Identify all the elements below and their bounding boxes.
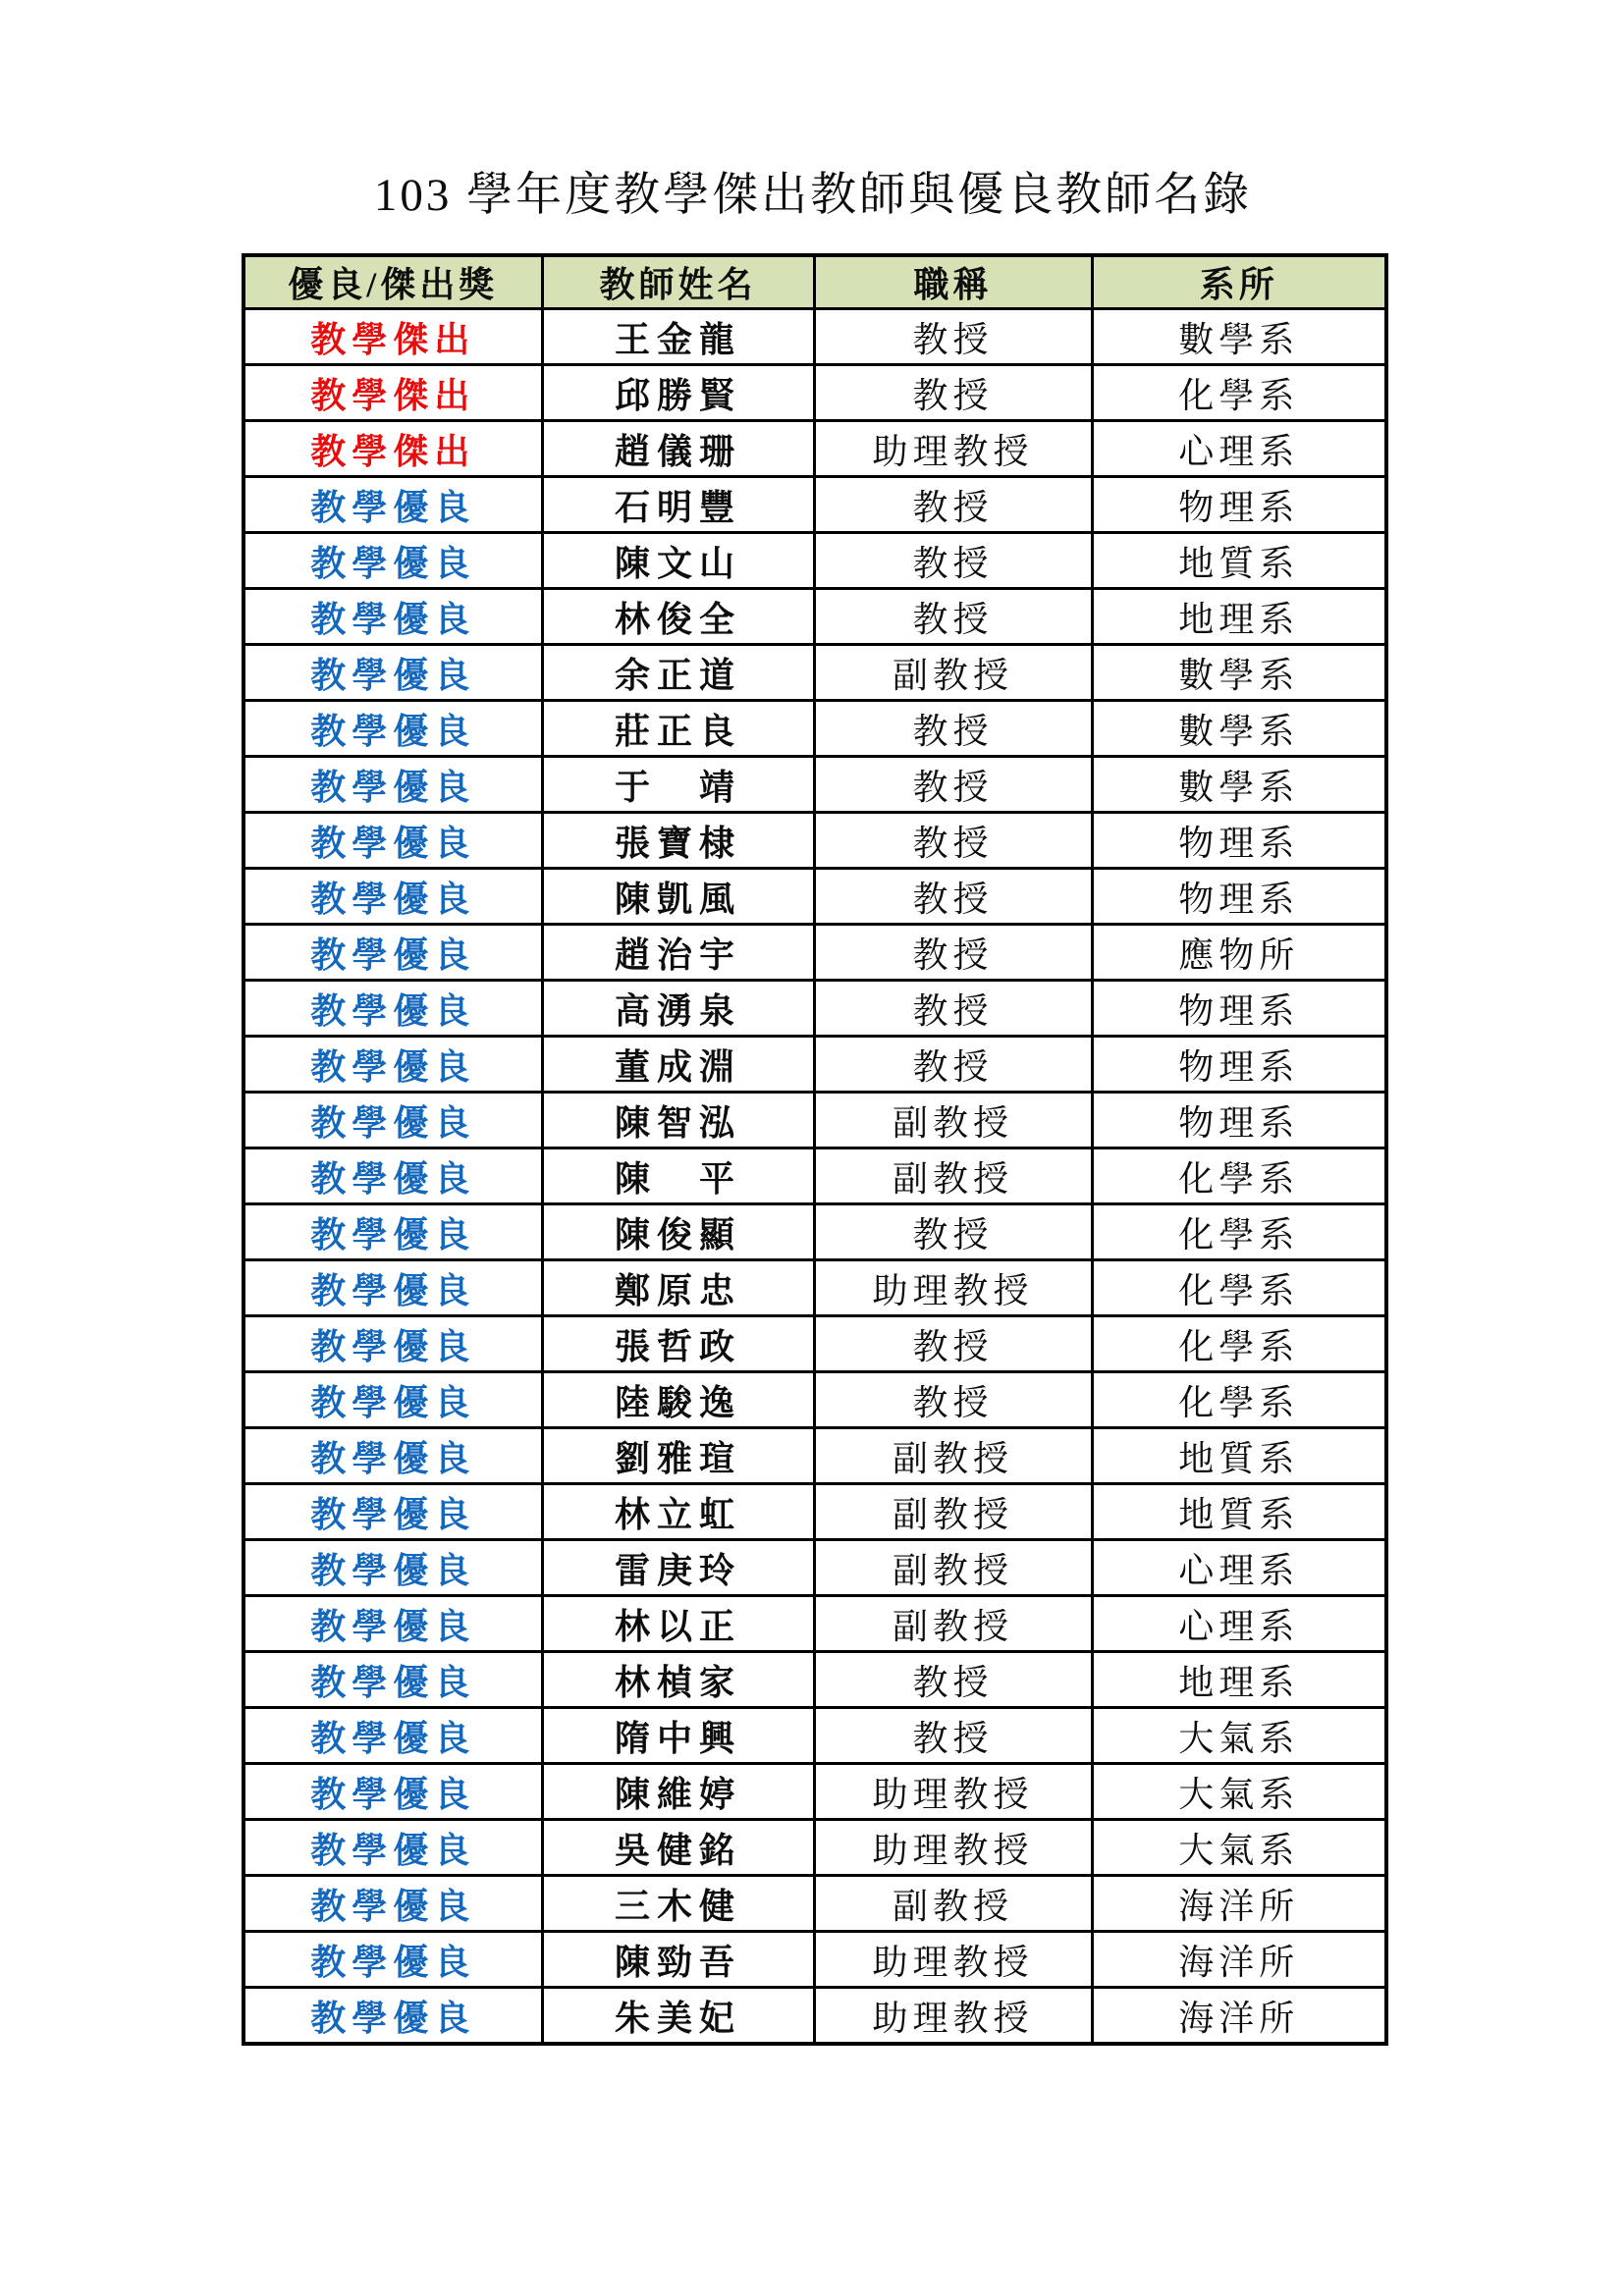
title-cell: 教授 [814, 757, 1092, 813]
teacher-name-cell: 石明豐 [542, 477, 814, 533]
award-cell: 教學優良 [244, 589, 542, 645]
teacher-name-cell: 林以正 [542, 1596, 814, 1652]
award-cell: 教學優良 [244, 701, 542, 757]
table-row [244, 533, 1386, 589]
dept-cell: 化學系 [1092, 365, 1386, 421]
teacher-name-cell: 朱美妃 [542, 1988, 814, 2045]
award-cell: 教學優良 [244, 1820, 542, 1876]
teacher-name-cell: 陳凱風 [542, 869, 814, 925]
teacher-name-cell: 隋中興 [542, 1708, 814, 1764]
table-row [244, 701, 1386, 757]
title-cell: 教授 [814, 1708, 1092, 1764]
dept-cell: 大氣系 [1092, 1820, 1386, 1876]
dept-cell: 心理系 [1092, 1596, 1386, 1652]
table-row [244, 757, 1386, 813]
table-row [244, 1596, 1386, 1652]
table-row [244, 1484, 1386, 1540]
teacher-name-cell: 陳 平 [542, 1148, 814, 1204]
table-row [244, 1652, 1386, 1708]
award-cell: 教學傑出 [244, 421, 542, 477]
dept-cell: 大氣系 [1092, 1708, 1386, 1764]
title-cell: 教授 [814, 869, 1092, 925]
table-row [244, 813, 1386, 869]
header-row [244, 255, 1386, 309]
teacher-name-cell: 于 靖 [542, 757, 814, 813]
award-cell: 教學優良 [244, 1764, 542, 1820]
teacher-name-cell: 吳健銘 [542, 1820, 814, 1876]
table-row [244, 421, 1386, 477]
table-row [244, 365, 1386, 421]
column-header-title: 職稱 [814, 255, 1092, 309]
dept-cell: 地質系 [1092, 533, 1386, 589]
teacher-name-cell: 林楨家 [542, 1652, 814, 1708]
table-row [244, 1037, 1386, 1093]
teacher-name-cell: 陳文山 [542, 533, 814, 589]
title-cell: 教授 [814, 813, 1092, 869]
teacher-name-cell: 陳智泓 [542, 1093, 814, 1148]
teacher-name-cell: 陸駿逸 [542, 1372, 814, 1428]
award-cell: 教學優良 [244, 869, 542, 925]
table-row [244, 1540, 1386, 1596]
award-cell: 教學優良 [244, 1316, 542, 1372]
teacher-name-cell: 邱勝賢 [542, 365, 814, 421]
table-row [244, 1372, 1386, 1428]
table-row [244, 1932, 1386, 1988]
title-cell: 教授 [814, 309, 1092, 365]
award-cell: 教學優良 [244, 1148, 542, 1204]
title-cell: 副教授 [814, 1596, 1092, 1652]
title-cell: 教授 [814, 1037, 1092, 1093]
award-cell: 教學優良 [244, 1540, 542, 1596]
dept-cell: 物理系 [1092, 477, 1386, 533]
dept-cell: 海洋所 [1092, 1932, 1386, 1988]
dept-cell: 數學系 [1092, 309, 1386, 365]
teacher-name-cell: 高湧泉 [542, 981, 814, 1037]
award-cell: 教學傑出 [244, 365, 542, 421]
title-cell: 教授 [814, 1372, 1092, 1428]
teacher-name-cell: 陳維婷 [542, 1764, 814, 1820]
dept-cell: 數學系 [1092, 757, 1386, 813]
teacher-name-cell: 張寶棣 [542, 813, 814, 869]
title-cell: 助理教授 [814, 1260, 1092, 1316]
teacher-name-cell: 鄭原忠 [542, 1260, 814, 1316]
award-cell: 教學優良 [244, 1484, 542, 1540]
table-row [244, 1148, 1386, 1204]
column-header-award: 優良/傑出獎 [244, 255, 542, 309]
award-cell: 教學優良 [244, 925, 542, 981]
title-cell: 教授 [814, 1316, 1092, 1372]
dept-cell: 應物所 [1092, 925, 1386, 981]
dept-cell: 物理系 [1092, 813, 1386, 869]
table-row [244, 477, 1386, 533]
teacher-roster-table [242, 253, 1388, 2046]
title-cell: 副教授 [814, 645, 1092, 701]
table-row [244, 869, 1386, 925]
table-body [244, 309, 1386, 2045]
award-cell: 教學優良 [244, 1260, 542, 1316]
title-cell: 教授 [814, 1204, 1092, 1260]
dept-cell: 心理系 [1092, 1540, 1386, 1596]
table-row [244, 589, 1386, 645]
teacher-name-cell: 董成淵 [542, 1037, 814, 1093]
title-cell: 教授 [814, 365, 1092, 421]
teacher-name-cell: 張哲政 [542, 1316, 814, 1372]
award-cell: 教學優良 [244, 1428, 542, 1484]
title-cell: 副教授 [814, 1876, 1092, 1932]
dept-cell: 海洋所 [1092, 1876, 1386, 1932]
column-header-dept: 系所 [1092, 255, 1386, 309]
title-cell: 教授 [814, 701, 1092, 757]
title-cell: 教授 [814, 477, 1092, 533]
dept-cell: 地質系 [1092, 1484, 1386, 1540]
dept-cell: 物理系 [1092, 1093, 1386, 1148]
table-row [244, 1876, 1386, 1932]
teacher-name-cell: 陳勁吾 [542, 1932, 814, 1988]
title-cell: 教授 [814, 925, 1092, 981]
title-cell: 副教授 [814, 1148, 1092, 1204]
table-row [244, 1093, 1386, 1148]
title-cell: 助理教授 [814, 1820, 1092, 1876]
teacher-name-cell: 林立虹 [542, 1484, 814, 1540]
table-row [244, 1316, 1386, 1372]
award-cell: 教學傑出 [244, 309, 542, 365]
award-cell: 教學優良 [244, 813, 542, 869]
dept-cell: 大氣系 [1092, 1764, 1386, 1820]
column-header-name: 教師姓名 [542, 255, 814, 309]
dept-cell: 化學系 [1092, 1316, 1386, 1372]
award-cell: 教學優良 [244, 1708, 542, 1764]
title-cell: 副教授 [814, 1484, 1092, 1540]
award-cell: 教學優良 [244, 477, 542, 533]
dept-cell: 地質系 [1092, 1428, 1386, 1484]
dept-cell: 化學系 [1092, 1260, 1386, 1316]
dept-cell: 地理系 [1092, 589, 1386, 645]
title-cell: 助理教授 [814, 1932, 1092, 1988]
table-row [244, 1708, 1386, 1764]
dept-cell: 心理系 [1092, 421, 1386, 477]
award-cell: 教學優良 [244, 1988, 542, 2045]
table-row [244, 1820, 1386, 1876]
teacher-name-cell: 陳俊顯 [542, 1204, 814, 1260]
dept-cell: 物理系 [1092, 869, 1386, 925]
table-row [244, 981, 1386, 1037]
table-row [244, 925, 1386, 981]
dept-cell: 物理系 [1092, 1037, 1386, 1093]
table-row [244, 1764, 1386, 1820]
award-cell: 教學優良 [244, 1652, 542, 1708]
award-cell: 教學優良 [244, 757, 542, 813]
teacher-name-cell: 劉雅瑄 [542, 1428, 814, 1484]
teacher-name-cell: 余正道 [542, 645, 814, 701]
title-cell: 教授 [814, 533, 1092, 589]
dept-cell: 數學系 [1092, 701, 1386, 757]
award-cell: 教學優良 [244, 1037, 542, 1093]
page-title: 103 學年度教學傑出教師與優良教師名錄 [373, 170, 1253, 221]
title-cell: 教授 [814, 1652, 1092, 1708]
dept-cell: 化學系 [1092, 1204, 1386, 1260]
teacher-name-cell: 趙治宇 [542, 925, 814, 981]
award-cell: 教學優良 [244, 981, 542, 1037]
title-cell: 副教授 [814, 1428, 1092, 1484]
award-cell: 教學優良 [244, 1093, 542, 1148]
award-cell: 教學優良 [244, 1372, 542, 1428]
dept-cell: 地理系 [1092, 1652, 1386, 1708]
title-cell: 副教授 [814, 1540, 1092, 1596]
teacher-name-cell: 趙儀珊 [542, 421, 814, 477]
title-cell: 助理教授 [814, 1988, 1092, 2045]
award-cell: 教學優良 [244, 1876, 542, 1932]
teacher-name-cell: 林俊全 [542, 589, 814, 645]
teacher-name-cell: 三木健 [542, 1876, 814, 1932]
table-row [244, 1204, 1386, 1260]
award-cell: 教學優良 [244, 1204, 542, 1260]
title-cell: 助理教授 [814, 1764, 1092, 1820]
award-cell: 教學優良 [244, 1932, 542, 1988]
table-row [244, 645, 1386, 701]
dept-cell: 數學系 [1092, 645, 1386, 701]
dept-cell: 海洋所 [1092, 1988, 1386, 2045]
table-row [244, 1260, 1386, 1316]
title-cell: 副教授 [814, 1093, 1092, 1148]
title-cell: 教授 [814, 589, 1092, 645]
teacher-name-cell: 王金龍 [542, 309, 814, 365]
award-cell: 教學優良 [244, 645, 542, 701]
dept-cell: 化學系 [1092, 1372, 1386, 1428]
teacher-name-cell: 雷庚玲 [542, 1540, 814, 1596]
award-cell: 教學優良 [244, 1596, 542, 1652]
dept-cell: 化學系 [1092, 1148, 1386, 1204]
award-cell: 教學優良 [244, 533, 542, 589]
dept-cell: 物理系 [1092, 981, 1386, 1037]
teacher-name-cell: 莊正良 [542, 701, 814, 757]
table-row [244, 1988, 1386, 2045]
table-row [244, 309, 1386, 365]
table-row [244, 1428, 1386, 1484]
title-cell: 助理教授 [814, 421, 1092, 477]
title-cell: 教授 [814, 981, 1092, 1037]
